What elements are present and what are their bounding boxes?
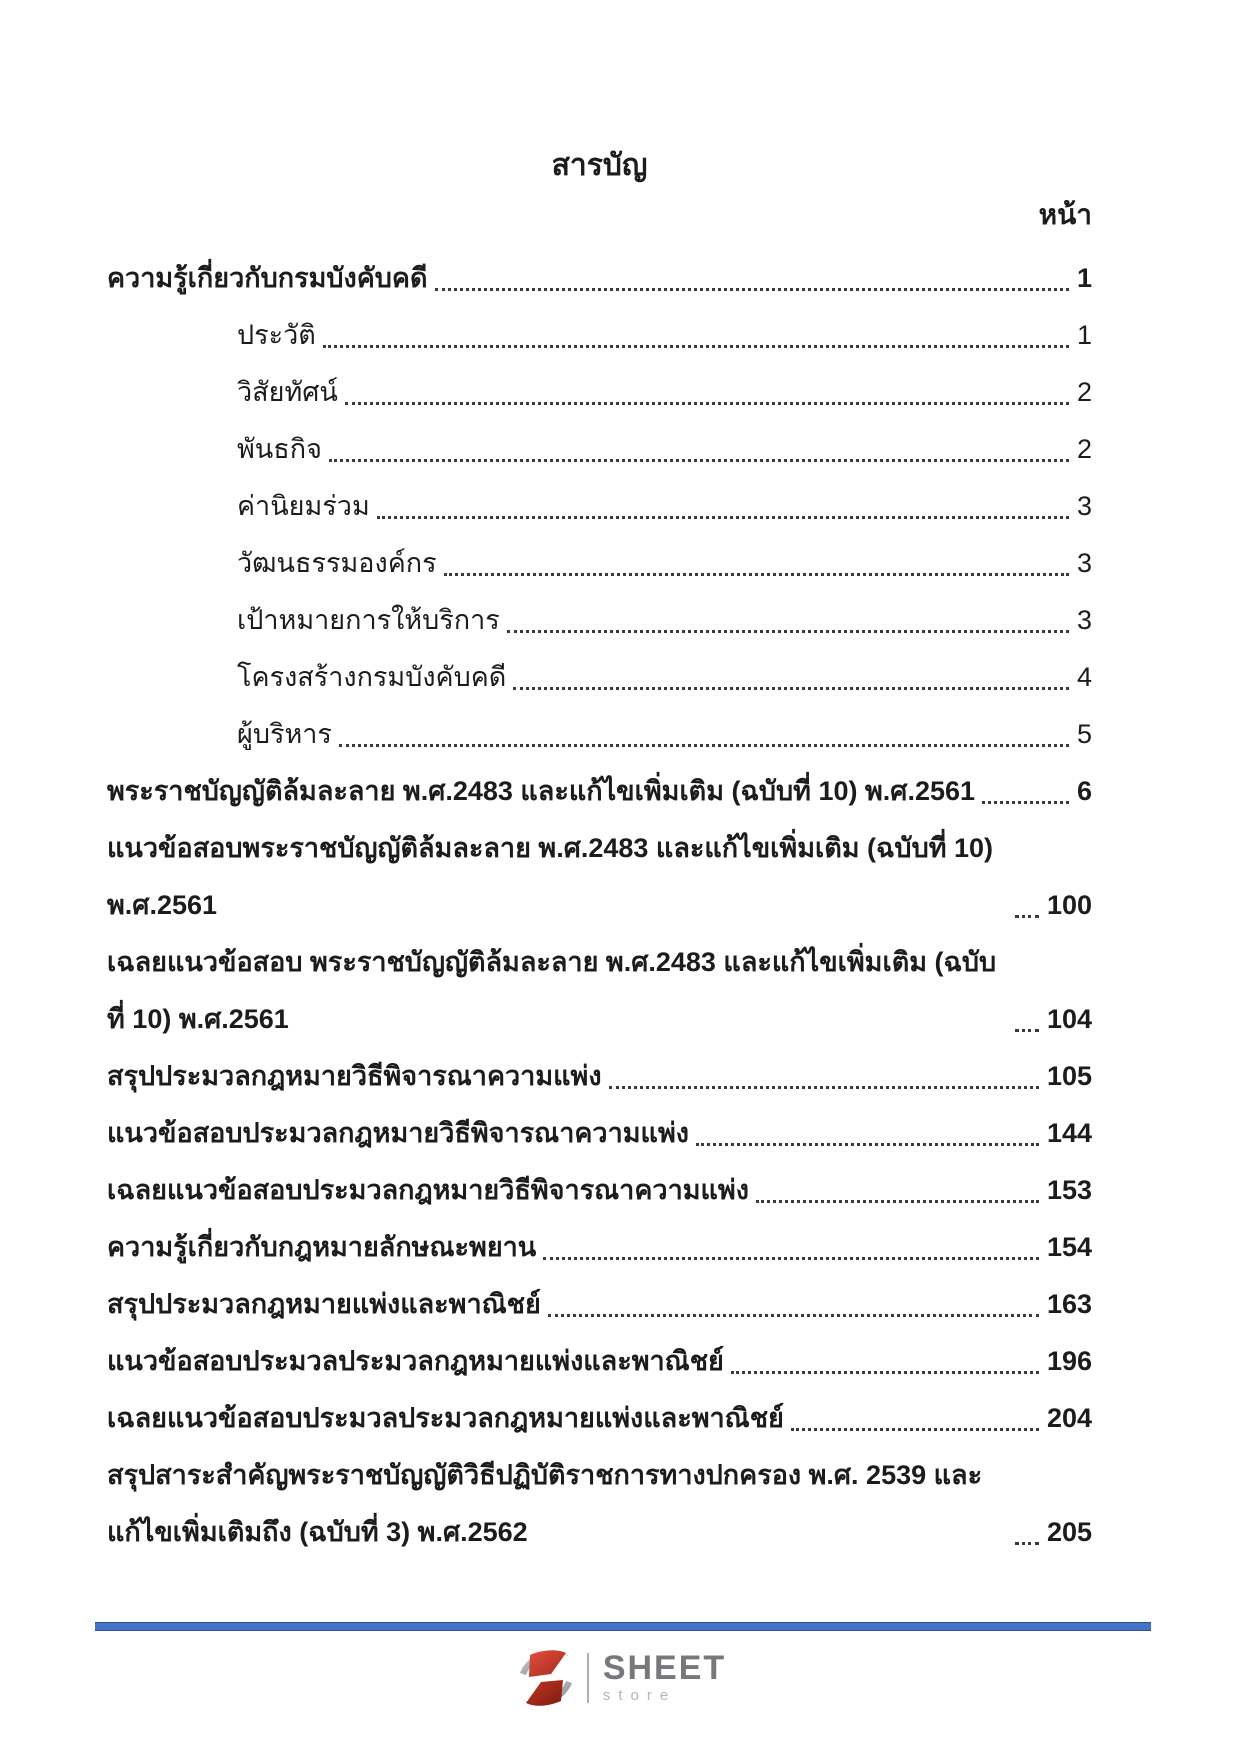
footer-divider-rule	[95, 1622, 1151, 1631]
toc-leader-dots	[548, 1314, 1039, 1317]
toc-leader-dots	[982, 801, 1069, 804]
toc-row	[107, 535, 1092, 592]
toc-leader-dots	[444, 573, 1069, 576]
page-column-header: หน้า	[1038, 199, 1092, 230]
toc-entry-page: 2	[1076, 377, 1092, 407]
toc-leader-dots	[345, 402, 1069, 405]
brand-subtitle: store	[602, 1687, 677, 1704]
toc-entry-label: แนวข้อสอบพระราชบัญญัติล้มละลาย พ.ศ.2483 และแก้ไขเพิ่มเติม (ฉบับที่ 10) พ.ศ.2561	[107, 833, 994, 920]
toc-entry-label: วัฒนธรรมองค์กร	[237, 548, 437, 578]
toc-entry-label: พระราชบัญญัติล้มละลาย พ.ศ.2483 และแก้ไขเพิ่มเติม (ฉบับที่ 10) พ.ศ.2561	[107, 776, 976, 806]
toc-leader-dots	[696, 1143, 1039, 1146]
toc-entry-page: 5	[1076, 719, 1092, 749]
toc-row	[107, 364, 1092, 421]
toc-row	[107, 1390, 1092, 1447]
toc-row	[107, 421, 1092, 478]
toc-entry-page: 4	[1076, 662, 1092, 692]
toc-leader-dots	[791, 1428, 1039, 1431]
toc-page-content	[107, 0, 1092, 1561]
toc-row	[107, 250, 1092, 307]
toc-entry-label: ความรู้เกี่ยวกับกรมบังคับคดี	[107, 263, 428, 293]
toc-leader-dots	[609, 1086, 1039, 1089]
toc-leader-dots	[323, 345, 1069, 348]
toc-entry-label: สรุปประมวลกฎหมายแพ่งและพาณิชย์	[107, 1289, 541, 1319]
toc-row	[107, 820, 1092, 934]
toc-entry-page: 6	[1076, 776, 1092, 806]
toc-row	[107, 649, 1092, 706]
toc-entry-label: ค่านิยมร่วม	[237, 491, 370, 521]
toc-leader-dots	[1015, 915, 1039, 918]
toc-entry-label: สรุปประมวลกฎหมายวิธีพิจารณาความแพ่ง	[107, 1061, 602, 1091]
toc-row	[107, 592, 1092, 649]
toc-row	[107, 1219, 1092, 1276]
toc-entry-label: แนวข้อสอบประมวลกฎหมายวิธีพิจารณาความแพ่ง	[107, 1118, 689, 1148]
toc-entry-label: ผู้บริหาร	[237, 719, 332, 749]
toc-leader-dots	[731, 1371, 1039, 1374]
toc-leader-dots	[329, 459, 1069, 462]
toc-leader-dots	[507, 630, 1069, 633]
toc-entry-label: ความรู้เกี่ยวกับกฎหมายลักษณะพยาน	[107, 1232, 537, 1262]
toc-entry-page: 205	[1046, 1517, 1092, 1547]
toc-entry-label: แนวข้อสอบประมวลประมวลกฎหมายแพ่งและพาณิชย์	[107, 1346, 724, 1376]
page-title: สารบัญ	[551, 149, 648, 182]
toc-entry-page: 163	[1046, 1289, 1092, 1319]
toc-entry-label: พันธกิจ	[237, 434, 322, 464]
toc-row	[107, 478, 1092, 535]
toc-row	[107, 1048, 1092, 1105]
toc-row	[107, 1276, 1092, 1333]
toc-leader-dots	[543, 1257, 1039, 1260]
brand-logo	[0, 1645, 1241, 1711]
toc-entry-page: 144	[1046, 1118, 1092, 1148]
toc-leader-dots	[756, 1200, 1039, 1203]
toc-leader-dots	[1015, 1029, 1039, 1032]
toc-leader-dots	[513, 687, 1069, 690]
toc-leader-dots	[377, 516, 1069, 519]
toc-entry-label: เฉลยแนวข้อสอบประมวลประมวลกฎหมายแพ่งและพาณิชย์	[107, 1403, 784, 1433]
toc-entry-page: 104	[1046, 1004, 1092, 1034]
toc-entry-label: โครงสร้างกรมบังคับคดี	[237, 662, 507, 692]
toc-entry-page: 1	[1076, 263, 1092, 293]
toc-row	[107, 763, 1092, 820]
toc-leader-dots	[1015, 1542, 1039, 1545]
toc-entry-page: 100	[1046, 890, 1092, 920]
toc-entry-page: 3	[1076, 605, 1092, 635]
toc-entry-page: 2	[1076, 434, 1092, 464]
toc-row	[107, 1105, 1092, 1162]
toc-row	[107, 706, 1092, 763]
toc-list	[107, 250, 1092, 1561]
toc-entry-page: 1	[1076, 320, 1092, 350]
toc-entry-label: ประวัติ	[237, 320, 316, 350]
toc-leader-dots	[435, 288, 1069, 291]
brand-text	[603, 1651, 726, 1705]
toc-row	[107, 1162, 1092, 1219]
toc-row	[107, 934, 1092, 1048]
toc-entry-label: เฉลยแนวข้อสอบประมวลกฎหมายวิธีพิจารณาความแพ่ง	[107, 1175, 749, 1205]
toc-entry-label: สรุปสาระสำคัญพระราชบัญญัติวิธีปฏิบัติราชการทางปกครอง พ.ศ. 2539 และแก้ไขเพิ่มเติมถึง (ฉบับที่ 3) พ.ศ.2562	[107, 1460, 983, 1547]
toc-entry-page: 3	[1076, 491, 1092, 521]
logo-separator	[587, 1653, 589, 1703]
toc-row	[107, 1447, 1092, 1561]
toc-entry-label: เป้าหมายการให้บริการ	[237, 605, 500, 635]
brand-name: SHEET	[602, 1649, 727, 1687]
toc-entry-page: 204	[1046, 1403, 1092, 1433]
sheet-s-icon	[515, 1645, 577, 1711]
toc-row	[107, 307, 1092, 364]
toc-entry-page: 153	[1046, 1175, 1092, 1205]
toc-entry-page: 3	[1076, 548, 1092, 578]
toc-entry-page: 196	[1046, 1346, 1092, 1376]
toc-entry-label: วิสัยทัศน์	[237, 377, 338, 407]
toc-row	[107, 1333, 1092, 1390]
toc-entry-page: 105	[1046, 1061, 1092, 1091]
toc-entry-page: 154	[1046, 1232, 1092, 1262]
toc-leader-dots	[339, 744, 1069, 747]
toc-entry-label: เฉลยแนวข้อสอบ พระราชบัญญัติล้มละลาย พ.ศ.2483 และแก้ไขเพิ่มเติม (ฉบับที่ 10) พ.ศ.2561	[107, 947, 997, 1034]
